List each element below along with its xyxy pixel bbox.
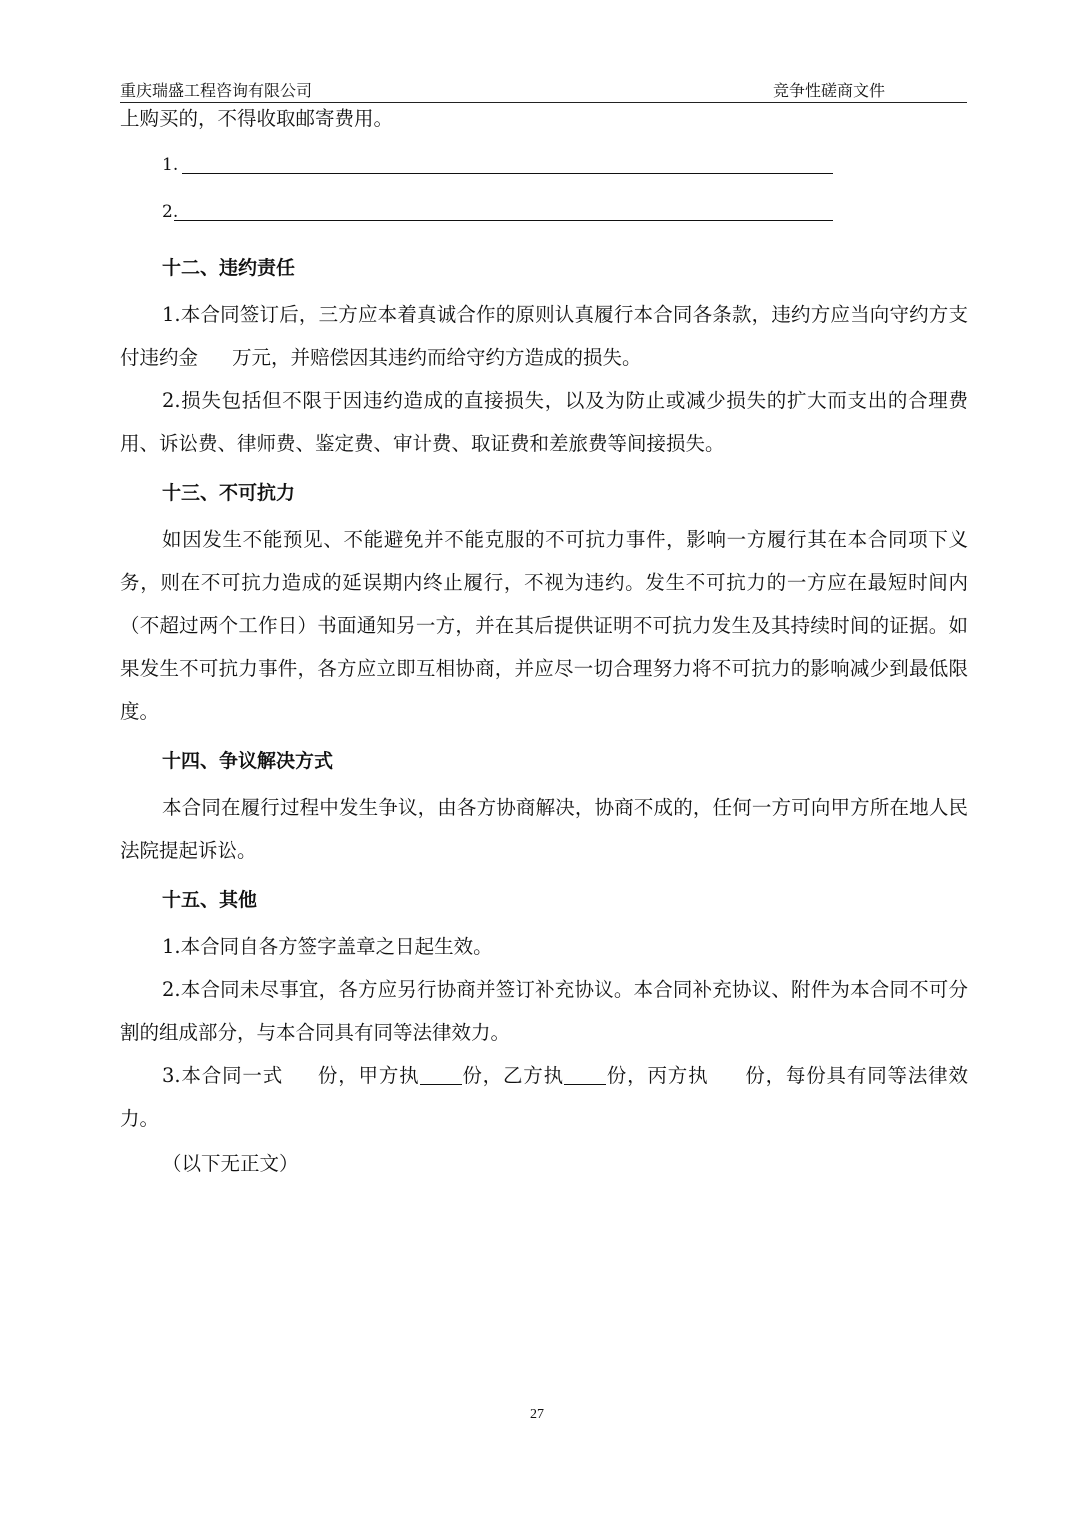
section-12-para-1-b: 万元，并赔偿因其违约而给守约方造成的损失。 <box>232 346 642 369</box>
copies-text-a: 3.本合同一式 <box>162 1064 284 1087</box>
section-12-para-2: 2.损失包括但不限于因违约造成的直接损失，以及为防止或减少损失的扩大而支出的合理费用、诉讼费、律师费、鉴定费、审计费、取证费和差旅费等间接损失。 <box>120 389 968 455</box>
copies-party-a-blank <box>420 1064 462 1085</box>
blank-item <box>162 152 834 178</box>
section-15-para-2: 2.本合同未尽事宜，各方应另行协商并签订补充协议。本合同补充协议、附件为本合同不可分割的组成部分，与本合同具有同等法律效力。 <box>120 978 968 1044</box>
copies-text-e: 份，每份具有同等法律效力。 <box>120 1064 968 1130</box>
section-15-para-3 <box>120 1054 968 1140</box>
copies-text-b: 份，甲方执 <box>317 1064 420 1087</box>
blank-item <box>162 199 834 225</box>
section-heading-15: 十五、其他 <box>162 889 258 911</box>
blank-underline <box>174 220 833 221</box>
section-12-para-1-a: 1.本合同签订后，三方应本着真诚合作的原则认真履行本合同各条款，违约方应当向守约方支付违约金 <box>120 303 968 369</box>
blank-underline <box>182 173 833 174</box>
blank-item-number: 2. <box>162 202 179 222</box>
section-13-para-1: 如因发生不能预见、不能避免并不能克服的不可抗力事件，影响一方履行其在本合同项下义务，则在不可抗力造成的延误期内终止履行，不视为违约。发生不可抗力的一方应在最短时间内（不超过两个工作日）书面通知另一方，并在其后提供证明不可抗力发生及其持续时间的证据。如果发生不可抗力事件，各方应立即互相协商，并应尽一切合理努力将不可抗力的影响减少到最低限度。 <box>120 528 968 723</box>
section-15-para-1: 1.本合同自各方签字盖章之日起生效。 <box>162 935 493 958</box>
section-heading-13: 十三、不可抗力 <box>162 482 296 504</box>
copies-text-c: 份，乙方执 <box>461 1064 564 1087</box>
intro-line: 上购买的，不得收取邮寄费用。 <box>120 107 394 130</box>
copies-party-b-blank <box>564 1064 606 1085</box>
section-14-para-1: 本合同在履行过程中发生争议，由各方协商解决，协商不成的，任何一方可向甲方所在地人民法院提起诉讼。 <box>120 796 968 862</box>
blank-item-number: 1. <box>162 155 179 175</box>
section-heading-14: 十四、争议解决方式 <box>162 750 334 772</box>
header-company: 重庆瑞盛工程咨询有限公司 <box>120 81 313 100</box>
blank-list <box>120 134 968 228</box>
header-doc-type: 竞争性磋商文件 <box>772 81 885 100</box>
page-number: 27 <box>530 1407 544 1422</box>
page-header <box>120 76 967 103</box>
document-body <box>120 104 968 1185</box>
closing-note: （以下无正文） <box>162 1152 299 1175</box>
section-12-para-1 <box>120 293 968 379</box>
section-heading-12: 十二、违约责任 <box>162 257 296 279</box>
copies-text-d: 份，丙方执 <box>605 1064 709 1087</box>
